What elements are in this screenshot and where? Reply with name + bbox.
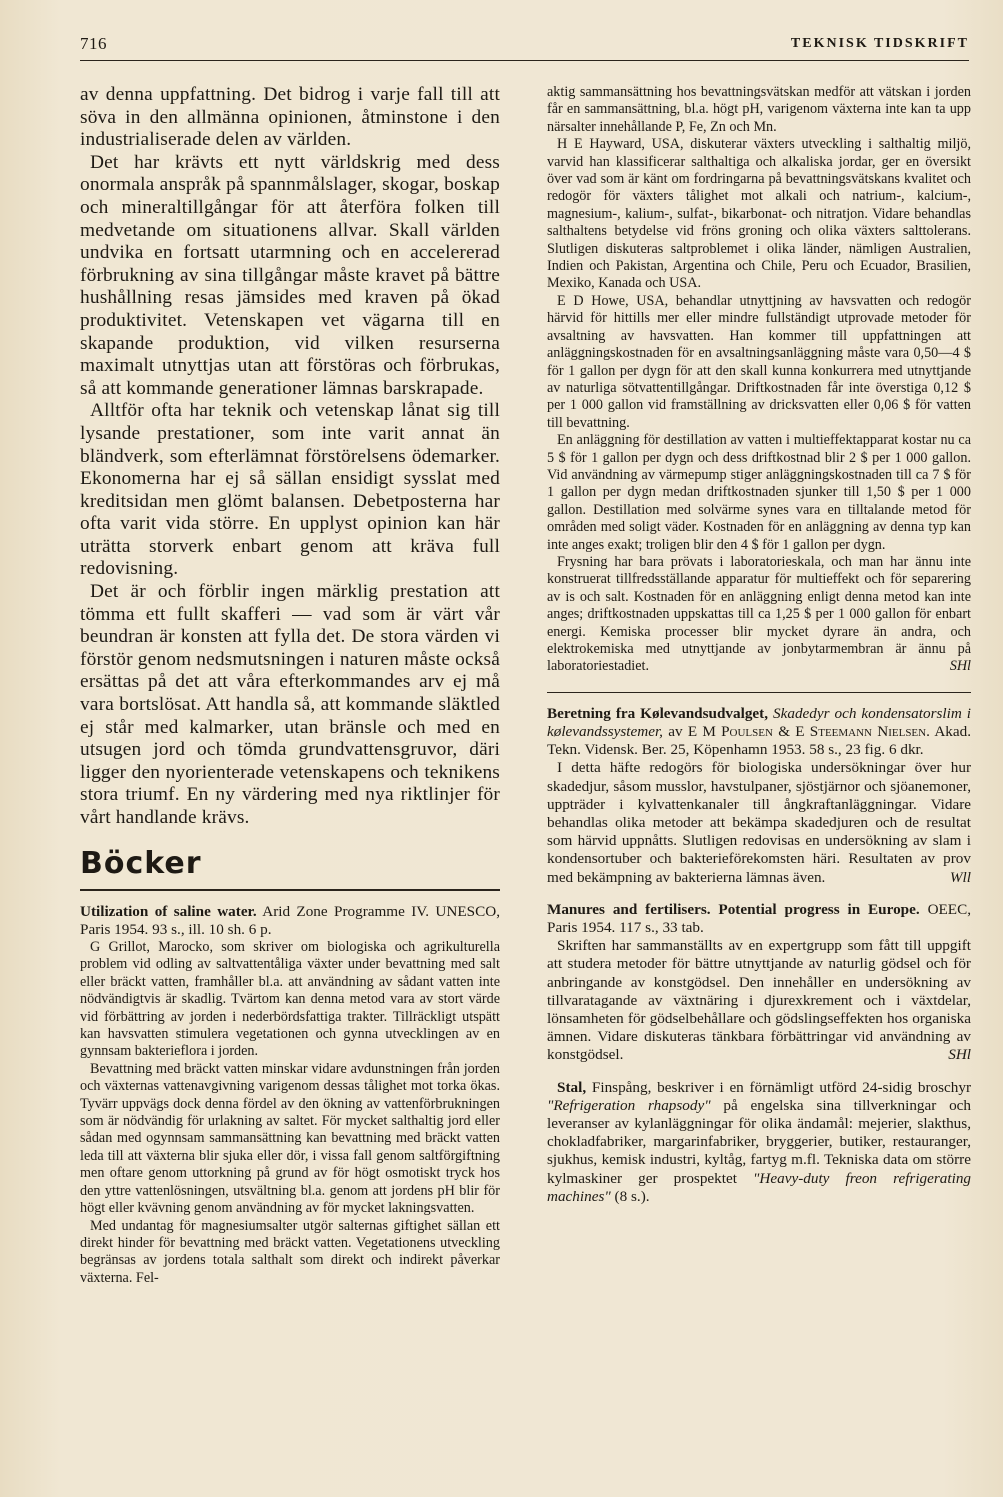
spacer bbox=[547, 1065, 971, 1079]
review-paragraph-text: Frysning har bara prövats i laboratorieskala, och man har ännu inte konstruerat tillfredsställande apparatur för multieffekt och för separering av is och salt. Kostnaden för en anläggning enligt denna metod kan inte anges; driftkostnaden uppskattas till ca 1,25 $ per 1 000 gallon för enbart energi. Kemiska processer blir mycket dyrare än andra, och elektrokemiska med utnyttjande av jonbytarmembran är ännu på laboratoriestadiet. bbox=[547, 553, 971, 675]
page-header bbox=[80, 32, 969, 61]
review-authors-amp: & E bbox=[778, 723, 805, 741]
essay-paragraph: Alltför ofta har teknik och vetenskap lånat sig till lysande prestationer, som inte varit annat än bländverk, som efterlämnat förstörelsens ödemarker. Ekonomerna har ej så sällan ensidigt sysslat med kreditsidan men glömt balansen. Debetposterna har ofta varit vida större. En upplyst opinion kan här uträtta storverk enbart genom att kräva full redovisning. bbox=[80, 400, 500, 580]
review-paragraph-text: (8 s.). bbox=[614, 1187, 650, 1205]
page-number: 716 bbox=[80, 34, 107, 53]
review-paragraph: aktig sammansättning hos bevattningsvätskan medför att vätskan i jorden får en sammansättning, bl.a. högt pH, varigenom växterna inte kan ta upp närsalter innehållande P, Fe, Zn och Mn. bbox=[547, 84, 971, 135]
review-source: . Akad. Tekn. Vidensk. Ber. 25, Köpenhamn 1953. 58 s., 23 fig. 6 dkr. bbox=[547, 723, 972, 759]
review-continuation bbox=[547, 84, 971, 676]
review-author: Poulsen bbox=[721, 723, 773, 741]
review-source: OEEC, Paris 1954. 117 s., 33 tab. bbox=[547, 900, 972, 937]
left-column bbox=[80, 84, 500, 1287]
essay-paragraph: av denna uppfattning. Det bidrog i varje fall till att söva in den allmänna opinionen, åtminstone i den industrialiserade delen av världen. bbox=[80, 84, 500, 151]
review-paragraph: H E Hayward, USA, diskuterar växters utveckling i salthaltig miljö, varvid han klassificerar salthaltiga och alkaliska jordar, ger en översikt över vad som är känt om fordringarna på bevattningsvätskans kvalitet och redogör för växters tålighet mot alkali och natrium-, kalcium-, magnesium-, kalium-, sulfat-, bikarbonat- och nitratjon. Vidare behandlas salthaltens betydelse vid fröns groning och olika växters salttolerans. Slutligen diskuteras saltproblemet i olika länder, nämligen Australien, Indien och Pakistan, Argentina och Chile, Peru och Ecuador, Brasilien, Mexiko, Kanada och USA. bbox=[547, 136, 971, 292]
brochure-title: "Heavy-duty freon refrigerating machines" bbox=[547, 1169, 972, 1205]
brochure-title: "Refrigeration rhapsody" bbox=[547, 1096, 711, 1114]
review-paragraph: G Grillot, Marocko, som skriver om biologiska och agrikulturella problem vid odling av saltvattentåliga växter under bevattning med salt eller bräckt vatten, framhåller bl.a. att användning av sådant vatten inte nödvändigtvis är skadlig. Tvärtom kan denna metod vara av stort värde vid förbättring av jorden i nederbördsfattiga trakter. Tillräckligt utspätt kan havsvatten stimulera vegetationen och gynna utvecklingen av en gynnsam bakterieflora i jorden. bbox=[80, 939, 500, 1060]
spacer bbox=[547, 887, 971, 901]
section-divider bbox=[547, 678, 971, 693]
review-authors-prefix: av E M bbox=[668, 723, 716, 741]
review-title: Stal, bbox=[557, 1078, 587, 1096]
review-source: Arid Zone Programme IV. UNESCO, Paris 1954. 93 s., ill. 10 sh. 6 p. bbox=[80, 902, 500, 938]
review-paragraph: Bevattning med bräckt vatten minskar vidare avdunstningen från jorden och växternas vattenavgivning varigenom dessas tålighet mot torka ökas. Tyvärr uppvägs dock denna fördel av den ökning av vattenförbrukningen som är nödvändig för urlakning av saltet. För mycket salthaltig jord eller sådan med ogynnsam sammansättning kan bevattning med bräckt vatten leda till att växterna blir sjuka eller dör, i vissa fall genom saltförgiftning men oftare genom uttorkning på grund av för högt osmotiskt tryck hos den yttre vattenlösningen, utsvältning bl.a. genom att jordens pH blir för högt eller kvävning genom användning av för mycket lakningsvatten. bbox=[80, 1060, 500, 1217]
review-subtitle: Skadedyr och kondensatorslim i kølevandssystemer, bbox=[547, 704, 971, 741]
review-heading bbox=[547, 705, 971, 760]
review-paragraph bbox=[547, 1079, 971, 1206]
review-body bbox=[547, 1079, 971, 1206]
review-body bbox=[80, 939, 500, 1287]
review-title: Beretning fra Kølevandsudvalget, bbox=[547, 704, 769, 722]
review-author: Steemann Nielsen bbox=[809, 723, 927, 741]
reviewer-signature: SHl bbox=[949, 658, 971, 675]
review-paragraph-text: Finspång, beskriver i en förnämligt utförd 24-sidig broschyr bbox=[591, 1078, 972, 1096]
review-heading bbox=[80, 903, 500, 939]
reviewer-signature: SHl bbox=[948, 1046, 971, 1064]
review-paragraph: Med undantag för magnesiumsalter utgör salternas giftighet sällan ett direkt hinder för bevattning med bräckt vatten. Vegetationens utveckling begränsas av jordens totala salthalt som direkt och indirekt påverkar växterna. Fel- bbox=[80, 1217, 500, 1286]
review-title: Utilization of saline water. bbox=[80, 902, 257, 920]
review-paragraph bbox=[547, 937, 971, 1064]
review-paragraph bbox=[547, 554, 971, 676]
review-body bbox=[547, 759, 971, 886]
essay-text bbox=[80, 84, 500, 830]
review-paragraph: E D Howe, USA, behandlar utnyttjning av havsvatten och redogör härvid för hittills mer eller mindre fullständigt utprovade metoder för avsaltning av havsvatten. Han kommer till uppfattningen att anläggningskostnaden för en avsaltningsanläggning måste vara 0,50—4 $ för 1 gallon per dygn för att den skall kunna konkurrera med utnyttjande av naturliga sötvattentillgångar. Driftkostnaden får inte överstiga 0,12 $ per 1 000 gallon vid framställning av dricksvatten eller 0,06 $ för vatten till bevattning. bbox=[547, 292, 971, 431]
essay-paragraph: Det är och förblir ingen märklig prestation att tömma ett fullt skafferi — vad som är värt vår beundran är konsten att fylla det. De stora värden vi förstör genom nedsmutsningen i naturen måste också ersättas på det att våra efterkommandes arv ej må vara bortslösat. Att handla så, att kommande släktled ej står med kalmarker, utan bränsle och med en utsugen jord och tömda grundvattensgruvor, däri ligger den nyorienterade vetenskapens och teknikens stora triumf. En ny värdering med nya riktlinjer för vårt handlande krävs. bbox=[80, 581, 500, 828]
review-title: Manures and fertilisers. Potential progress in Europe. bbox=[547, 900, 920, 918]
right-column bbox=[547, 84, 971, 1206]
essay-paragraph: Det har krävts ett nytt världskrig med dess onormala anspråk på spannmålslager, skogar, boskap och mineraltillgångar för att återföra folken till medvetande om situationens allvar. Skall världen undvika en fortsatt utarmning och en accelererad förbrukning av sina tillgångar måste kravet på bättre hushållning resas jämsides med kraven på ökad produktivitet. Vetenskapen vet vägarna till en skapande produktion, vid vilken resurserna maximalt utnyttjas utan att förstöras och förbrukas, så att kommande generationer lämnas barskrapade. bbox=[80, 151, 500, 399]
review-paragraph-text: I detta häfte redogörs för biologiska undersökningar över hur skadedjur, såsom musslor, havstulpaner, sjöstjärnor och sjöanemoner, uppträder i kylvattenkanaler till ångkraftanläggningar. Vidare behandlas olika metoder att bekämpa skadedjuren och de resultat som härvid uppnåtts. Slutligen redovisas en undersökning av slam i kondensortuber och bakterieförekomsten häri. Resultaten av prov med bekämpning av bakterierna lämnas även. bbox=[547, 759, 971, 886]
review-paragraph-text: på engelska sina tillverkningar och leveranser av kylanläggningar för olika ändamål: mejerier, slakthus, chokladfabriker, margarinfabriker, bryggerier, butiker, restauranger, sjukhus, kemisk industri, kyltåg, fartyg m.fl. Tekniska data om större kylmaskiner ger prospektet bbox=[547, 1096, 972, 1187]
review-heading bbox=[547, 901, 971, 937]
review-body bbox=[547, 937, 971, 1064]
review-paragraph bbox=[547, 759, 971, 886]
books-section-heading: Böcker bbox=[80, 846, 500, 891]
review-paragraph-text: Skriften har sammanställts av en expertgrupp som fått till uppgift att studera metoder för bättre utnyttjande av naturlig gödsel och för anbringande av konstgödsel. Den innehåller en undersökning av tillvaratagande av växtnäring i djurexkrement och i växtdelar, lönsamheten för gödselbehållare och gödslingseffekten hos organiska ämnen. Vidare diskuteras tänkbara förbättringar vid användning av konstgödsel. bbox=[547, 937, 971, 1064]
review-paragraph: En anläggning för destillation av vatten i multieffektapparat kostar nu ca 5 $ för 1 gallon per dygn och dess driftkostnad blir 2 $ per 1 000 gallon. Vid användning av värmepump stiger anläggningskostnaden till ca 7 $ för 1 gallon per dygn medan driftkostnaden sjunker till 1,50 $ per 1 000 gallon. Destillation med solvärme synes vara en tilltalande metod för områden med soligt väder. Kostnaden för en anläggning av denna typ kan inte anges exakt; troligen blir den 4 $ för 1 gallon per dygn. bbox=[547, 432, 971, 553]
journal-title: TEKNISK TIDSKRIFT bbox=[790, 36, 969, 51]
reviewer-signature: Wll bbox=[949, 868, 971, 886]
